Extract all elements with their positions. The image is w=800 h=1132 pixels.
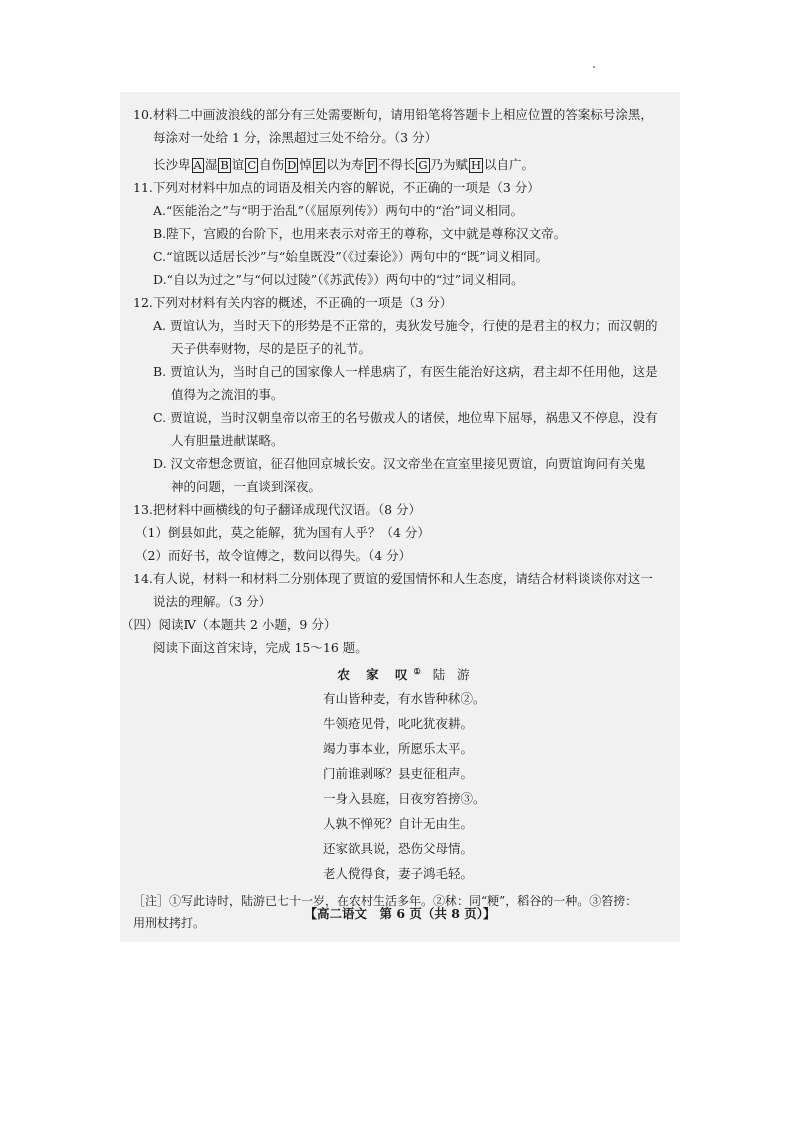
- q11-option-c: C.“谊既以适居长沙”与“始皇既没”（《过秦论》）两句中的“既”词义相同。: [153, 249, 549, 264]
- poem-line: 老人傥得食，妻子鸿毛轻。: [323, 866, 474, 881]
- poem-line: 门前谁剥啄？县吏征租声。: [323, 766, 474, 781]
- q12-option-c-cont: 人有胆量进献谋略。: [171, 433, 284, 448]
- q11-option-b: B.陛下，宫殿的台阶下，也用来表示对帝王的尊称，文中就是尊称汉文帝。: [153, 226, 567, 241]
- q12-option-d-cont: 神的问题，一直谈到深夜。: [171, 479, 322, 494]
- exam-content: [121, 103, 678, 934]
- q12-stem: 12.下列对材料有关内容的概述，不正确的一项是（3 分）: [133, 295, 453, 310]
- answer-box-f: F: [366, 158, 375, 172]
- q12-option-d: D. 汉文帝想念贾谊，征召他回京城长安。汉文帝坐在宣室里接见贾谊，向贾谊询问有关鬼: [153, 456, 646, 471]
- poem-line: 竭力事本业，所愿乐太平。: [323, 741, 474, 756]
- poem-line: 还家欲具说，恐伤父母情。: [323, 841, 474, 856]
- q10-line2: 每涂对一处给 1 分，涂黑超过三处不给分。（3 分）: [153, 130, 438, 145]
- seg-text: 悼: [299, 157, 312, 172]
- answer-box-h: H: [471, 158, 482, 172]
- q10-line1: 10.材料二中画波浪线的部分有三处需要断句，请用铅笔将答题卡上相应位置的答案标号涂黑，: [133, 107, 653, 122]
- answer-box-a: A: [193, 158, 202, 172]
- poem-title-note: ①: [413, 665, 427, 676]
- section-instruction: 阅读下面这首宋诗，完成 15～16 题。: [153, 640, 368, 655]
- poem-author: 陆 游: [432, 667, 474, 682]
- q13-stem: 13.把材料中画横线的句子翻译成现代汉语。（8 分）: [133, 502, 422, 517]
- poem-title: [133, 663, 678, 686]
- seg-text: 乃为赋: [430, 157, 469, 172]
- poem-line: 牛领疮见骨，叱叱犹夜耕。: [323, 716, 474, 731]
- q12-option-b: B. 贾谊认为，当时自己的国家像人一样患病了，有医生能治好这病，君主却不任用他，这是: [153, 364, 658, 379]
- seg-text: 自伤: [259, 157, 285, 172]
- q12-option-a-cont: 天子供奉财物，尽的是臣子的礼节。: [171, 341, 372, 356]
- poem-line: 有山皆种麦，有水皆种秫②。: [323, 691, 486, 706]
- seg-text: 以自广。: [484, 157, 535, 172]
- section-heading: （四）阅读Ⅳ（本题共 2 小题，9 分）: [121, 617, 337, 632]
- scan-speck: [593, 66, 595, 68]
- answer-box-e: E: [314, 158, 324, 172]
- answer-box-b: B: [220, 158, 229, 172]
- seg-text: 长沙卑: [153, 157, 191, 172]
- answer-box-g: G: [418, 158, 428, 172]
- seg-text: 谊: [231, 157, 245, 172]
- poem-line: 一身入县庭，日夜穷笞搒③。: [323, 791, 486, 806]
- q12-option-a: A. 贾谊认为，当时天下的形势是不正常的，夷狄发号施令，行使的是君主的权力；而汉朝的: [153, 318, 658, 333]
- seg-text: 湿: [204, 157, 218, 172]
- poem-note-line1: ［注］①写此诗时，陆游已七十一岁，在农村生活多年。②秫：同“粳”，稻谷的一种。③笞搒：: [133, 894, 638, 908]
- q14-line1: 14.有人说，材料一和材料二分别体现了贾谊的爱国情怀和人生态度，请结合材料谈谈你对这一: [133, 571, 653, 586]
- q14-line2: 说法的理解。（3 分）: [153, 594, 272, 609]
- q10-sentence: [133, 153, 678, 176]
- answer-box-d: D: [287, 158, 297, 172]
- poem-line: 人孰不惮死？自计无由生。: [323, 816, 474, 831]
- answer-box-c: C: [247, 158, 257, 172]
- seg-text: 不得长: [377, 157, 416, 172]
- poem-title-text: 农 家 叹: [337, 667, 414, 682]
- q13-sentence-1: （1）倒县如此，莫之能解，犹为国有人乎？（4 分）: [135, 525, 430, 540]
- q11-option-a: A.“医能治之”与“明于治乱”（《屈原列传》）两句中的“治”词义相同。: [153, 203, 524, 218]
- page-footer: 【高二语文 第 6 页（共 8 页）】: [304, 906, 496, 921]
- q12-option-c: C. 贾谊说，当时汉朝皇帝以帝王的名号傲戎人的诸侯，地位卑下屈辱，祸患又不停息，没有: [153, 410, 658, 425]
- q12-option-b-cont: 值得为之流泪的事。: [171, 387, 284, 402]
- q11-option-d: D.“自以为过之”与“何以过陵”（《苏武传》）两句中的“过”词义相同。: [153, 272, 524, 287]
- seg-text: 以为寿: [326, 157, 364, 172]
- q11-stem: 11.下列对材料中加点的词语及相关内容的解说，不正确的一项是（3 分）: [133, 180, 540, 195]
- poem-body: [133, 686, 678, 886]
- poem-note-line2: 用刑杖拷打。: [133, 916, 206, 930]
- q13-sentence-2: （2）而好书，故令谊傅之，数问以得失。（4 分）: [135, 548, 412, 563]
